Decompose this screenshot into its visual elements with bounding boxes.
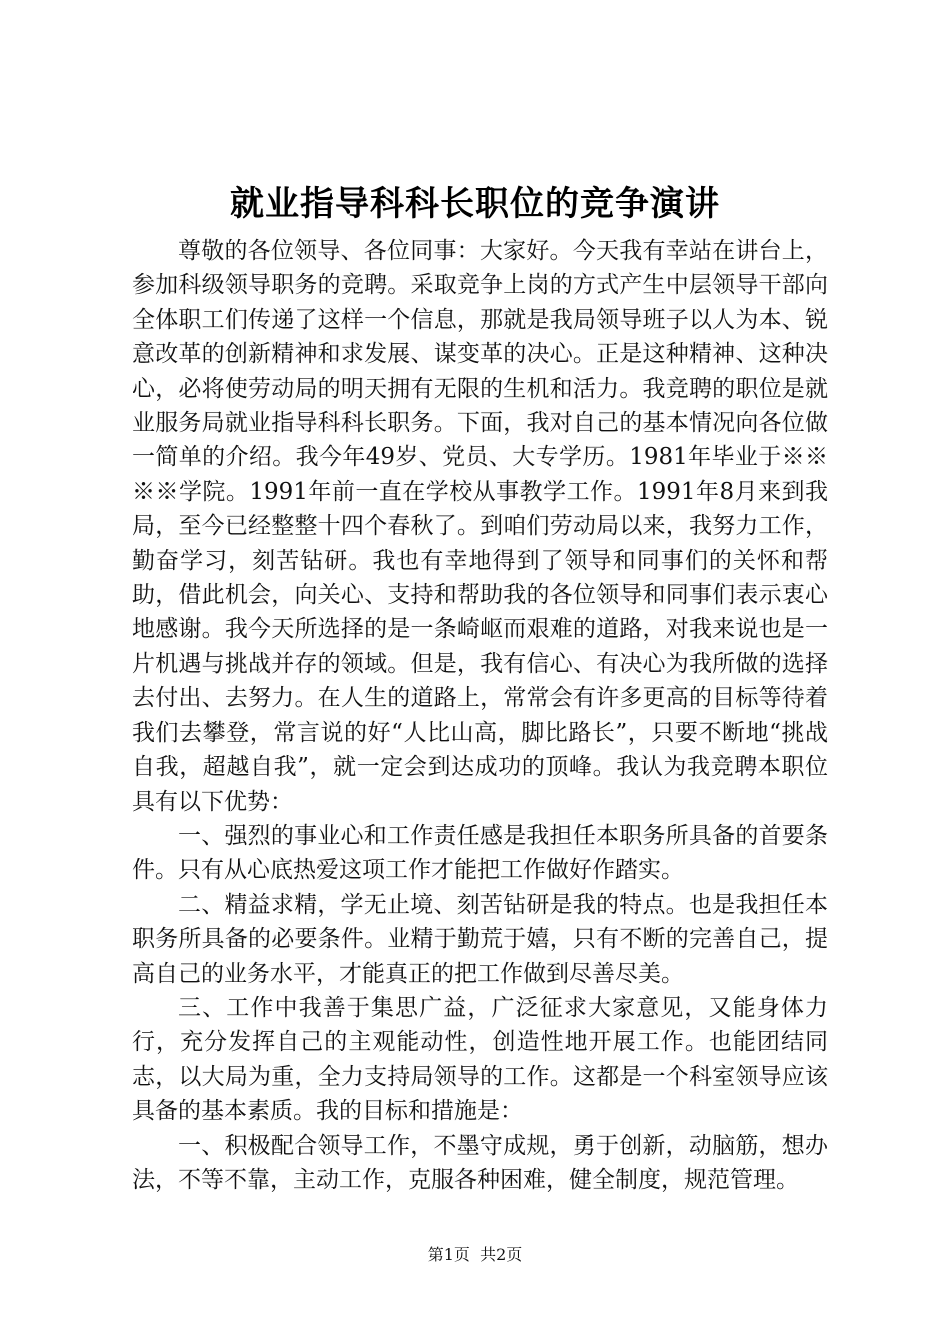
page-number: 第1页 xyxy=(427,1245,470,1264)
footer-spacer xyxy=(470,1245,480,1264)
page-total: 共2页 xyxy=(480,1245,523,1264)
document-title: 就业指导科科长职位的竞争演讲 xyxy=(230,184,720,224)
page-footer xyxy=(0,1243,950,1267)
paragraph-advantage-3: 三、工作中我善于集思广益，广泛征求大家意见，又能身体力行，充分发挥自己的主观能动性，创造性地开展工作。也能团结同志，以大局为重，全力支持局领导的工作。这都是一个科室领导应该具备的基本素质。我的目标和措施是： xyxy=(132,994,828,1125)
paragraph-advantage-1: 一、强烈的事业心和工作责任感是我担任本职务所具备的首要条件。只有从心底热爱这项工作才能把工作做好作踏实。 xyxy=(132,822,828,884)
document-body xyxy=(132,234,828,1197)
paragraph-intro: 尊敬的各位领导、各位同事：大家好。今天我有幸站在讲台上，参加科级领导职务的竞聘。采取竞争上岗的方式产生中层领导干部向全体职工们传递了这样一个信息，那就是我局领导班子以人为本、锐意改革的创新精神和求发展、谋变革的决心。正是这种精神、这种决心，必将使劳动局的明天拥有无限的生机和活力。我竞聘的职位是就业服务局就业指导科科长职务。下面，我对自己的基本情况向各位做一简单的介绍。我今年49岁、党员、大专学历。1981年毕业于※※※※学院。1991年前一直在学校从事教学工作。1991年8月来到我局，至今已经整整十四个春秋了。到咱们劳动局以来，我努力工作，勤奋学习，刻苦钻研。我也有幸地得到了领导和同事们的关怀和帮助，借此机会，向关心、支持和帮助我的各位领导和同事们表示衷心地感谢。我今天所选择的是一条崎岖而艰难的道路，对我来说也是一片机遇与挑战并存的领域。但是，我有信心、有决心为我所做的选择去付出、去努力。在人生的道路上，常常会有许多更高的目标等待着我们去攀登，常言说的好“人比山高，脚比路长”，只要不断地“挑战自我，超越自我”，就一定会到达成功的顶峰。我认为我竞聘本职位具有以下优势： xyxy=(132,238,828,815)
paragraph-goal-1: 一、积极配合领导工作，不墨守成规，勇于创新，动脑筋，想办法，不等不靠，主动工作，克服各种困难，健全制度，规范管理。 xyxy=(132,1132,828,1193)
paragraph-advantage-2: 二、精益求精，学无止境、刻苦钻研是我的特点。也是我担任本职务所具备的必要条件。业精于勤荒于嬉，只有不断的完善自己，提高自己的业务水平，才能真正的把工作做到尽善尽美。 xyxy=(132,891,828,987)
